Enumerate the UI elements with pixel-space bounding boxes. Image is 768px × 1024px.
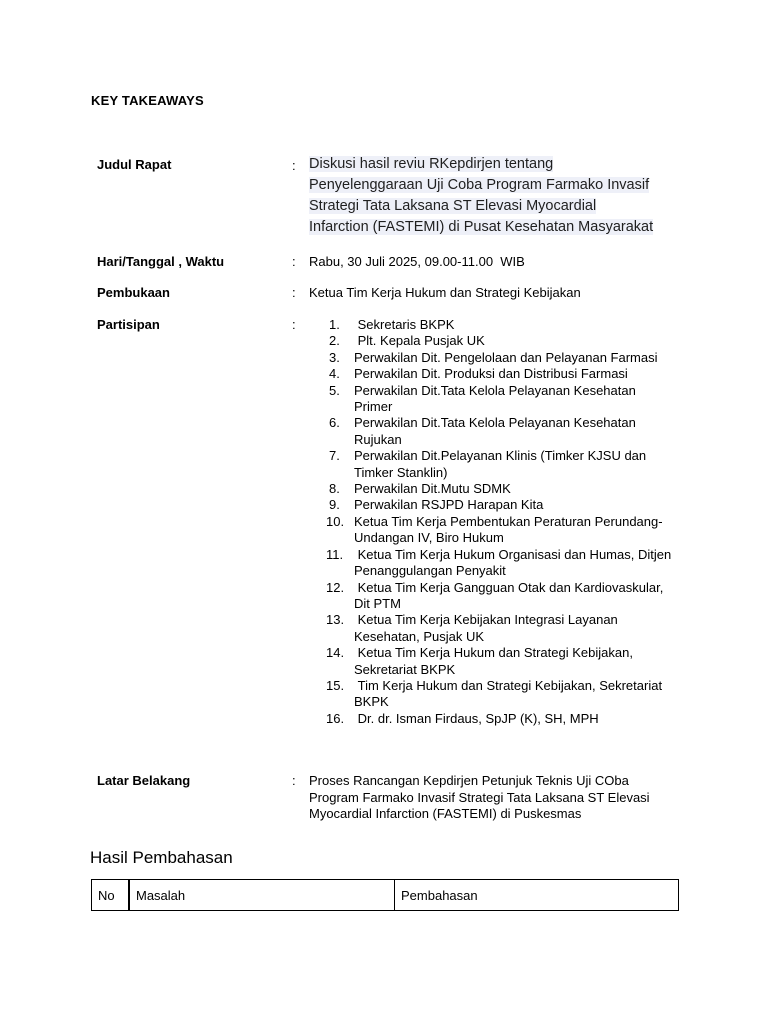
participant-number: 10. [326,513,345,529]
field-colon: : [292,254,296,269]
participant-name: Perwakilan Dit. Produksi dan Distribusi Farmasi [354,366,628,382]
participant-item [330,415,675,448]
participant-name: Perwakilan Dit.Pelayanan Klinis (Timker KJSU dan Timker Stanklin) [354,448,647,480]
participant-item [330,350,675,366]
table-header-row [92,880,679,911]
field-label: Partisipan [97,317,160,332]
participant-number: 4. [329,366,340,382]
participant-item [326,513,675,547]
field-colon: : [292,158,296,173]
participant-number: 8. [329,481,340,497]
participant-number: 11. [326,546,344,562]
participant-item [326,645,675,678]
participant-number: 13. [326,612,345,628]
column-header-masalah: Masalah [129,880,395,911]
participant-item [326,612,675,645]
participant-item [326,546,675,580]
meeting-title-line: Diskusi hasil reviu RKepdirjen tentang [309,156,554,172]
field-label: Pembukaan [97,285,170,300]
participant-name: Perwakilan Dit. Pengelolaan dan Pelayanan Farmasi [354,349,658,365]
section-heading: Hasil Pembahasan [90,848,233,867]
participant-number: 7. [329,448,340,464]
meeting-title-line: Infarction (FASTEMI) di Pusat Kesehatan Masyarakat [309,219,654,235]
field-colon: : [292,285,296,300]
participant-name: Ketua Tim Kerja Hukum Organisasi dan Humas, Ditjen Penanggulangan Penyakit [354,546,675,579]
participant-number: 2. [329,333,340,349]
participant-name: Plt. Kepala Pusjak UK [354,333,485,349]
participant-item [330,448,675,481]
participant-name: Perwakilan RSJPD Harapan Kita [354,497,544,513]
participant-item [330,366,675,382]
participant-item [326,710,675,727]
participant-list [326,317,675,727]
background-value: Proses Rancangan Kepdirjen Petunjuk Teknis Uji COba Program Farmako Invasif Strategi Tata Laksana ST Elevasi Myocardial Infarction (FASTEMI) di Puskesmas [309,773,650,821]
participant-number: 15. [326,677,345,693]
participant-number: 3. [329,349,340,365]
participant-item [330,333,675,349]
meeting-title-value [309,154,679,238]
participant-name: Sekretaris BKPK [354,317,455,332]
discussion-table [91,879,679,911]
participant-name: Ketua Tim Kerja Kebijakan Integrasi Layanan Kesehatan, Pusjak UK [354,612,622,644]
participant-number: 14. [326,645,345,661]
participant-name: Perwakilan Dit.Tata Kelola Pelayanan Kesehatan Primer [354,382,636,415]
participant-name: Tim Kerja Hukum dan Strategi Kebijakan, Sekretariat BKPK [354,677,666,710]
field-label: Hari/Tanggal , Waktu [97,254,225,269]
field-colon: : [292,317,296,332]
participant-item [326,677,675,711]
participant-item [326,579,675,613]
column-header-no: No [92,880,130,911]
participant-item [330,383,675,416]
opening-value: Ketua Tim Kerja Hukum dan Strategi Kebijakan [309,285,581,300]
participant-name: Ketua Tim Kerja Gangguan Otak dan Kardiovaskular, Dit PTM [354,579,667,611]
date-time-value: Rabu, 30 Juli 2025, 09.00-11.00 WIB [309,254,525,269]
participant-number: 1. [329,317,340,332]
participant-number: 16. [326,710,345,726]
participant-number: 6. [329,415,340,431]
column-header-pembahasan: Pembahasan [395,880,679,911]
document-title: KEY TAKEAWAYS [91,93,204,108]
participant-number: 9. [329,497,340,513]
participant-number: 12. [326,579,345,595]
participant-name: Ketua Tim Kerja Pembentukan Peraturan Perundang-Undangan IV, Biro Hukum [354,513,663,546]
participant-name: Ketua Tim Kerja Hukum dan Strategi Kebijakan, Sekretariat BKPK [354,645,637,677]
participant-item [330,497,675,513]
field-label: Latar Belakang [97,773,191,788]
participant-item [330,481,675,497]
meeting-title-line: Penyelenggaraan Uji Coba Program Farmako Invasif [309,177,650,193]
participant-name: Perwakilan Dit.Tata Kelola Pelayanan Kesehatan Rujukan [354,415,636,447]
field-label: Judul Rapat [97,157,172,172]
field-colon: : [292,773,296,788]
participant-name: Perwakilan Dit.Mutu SDMK [354,481,511,497]
participant-name: Dr. dr. Isman Firdaus, SpJP (K), SH, MPH [354,710,599,726]
meeting-title-line: Strategi Tata Laksana ST Elevasi Myocardial [309,198,597,214]
participant-item [330,317,675,333]
participant-number: 5. [329,382,340,398]
